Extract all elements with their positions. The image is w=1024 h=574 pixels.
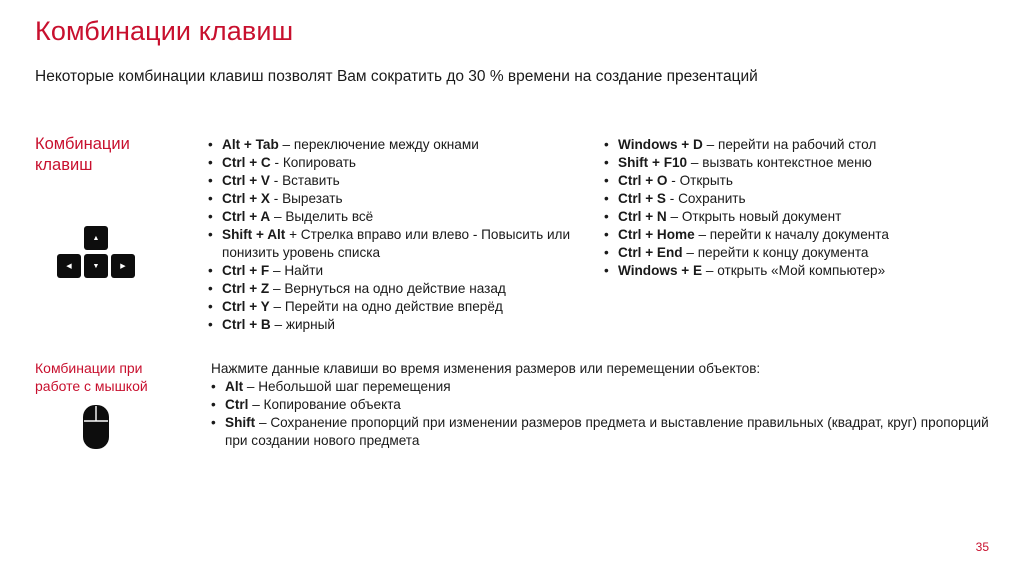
list-item — [211, 396, 1001, 414]
list-item — [208, 226, 593, 262]
shortcut-keys: Ctrl + Y — [222, 299, 270, 314]
shortcut-desc: – Перейти на одно действие вперёд — [269, 299, 503, 314]
shortcut-desc: – открыть «Мой компьютер» — [702, 263, 886, 278]
shortcut-desc: - Копировать — [270, 155, 357, 170]
list-item — [604, 172, 964, 190]
list-item — [604, 190, 964, 208]
list-item — [211, 414, 1001, 450]
shortcut-desc: – Вернуться на одно действие назад — [269, 281, 506, 296]
shortcut-desc: – перейти к концу документа — [682, 245, 869, 260]
arrow-keys-icon — [55, 226, 137, 280]
list-item — [208, 298, 593, 316]
shortcut-keys: Ctrl + End — [618, 245, 683, 260]
shortcut-keys: Ctrl + F — [222, 263, 270, 278]
page-number: 35 — [975, 540, 989, 554]
shortcut-desc: – Копирование объекта — [248, 397, 401, 412]
list-item — [208, 262, 593, 280]
list-item — [208, 190, 593, 208]
list-item — [211, 378, 1001, 396]
mouse-section-intro: Нажмите данные клавиши во время изменения размеров или перемещении объектов: — [211, 361, 761, 376]
list-item — [208, 172, 593, 190]
arrow-right-key-icon: ▶ — [111, 254, 135, 278]
arrow-left-key-icon: ◀ — [57, 254, 81, 278]
list-item — [208, 316, 593, 334]
shortcut-desc: – Открыть новый документ — [666, 209, 842, 224]
shortcut-keys: Ctrl + N — [618, 209, 667, 224]
shortcut-list-right — [604, 136, 964, 280]
shortcut-keys: Windows + D — [618, 137, 703, 152]
shortcut-keys: Ctrl + O — [618, 173, 668, 188]
shortcut-desc: + Стрелка вправо или влево - Повысить или понизить уровень списка — [222, 227, 571, 260]
shortcut-keys: Ctrl + B — [222, 317, 271, 332]
arrow-up-key-icon: ▲ — [84, 226, 108, 250]
list-item — [604, 154, 964, 172]
shortcut-keys: Shift — [225, 415, 256, 430]
keys-section-label: Комбинации клавиш — [35, 135, 130, 174]
slide-title: Комбинации клавиш — [35, 16, 294, 46]
shortcut-keys: Ctrl + V — [222, 173, 270, 188]
shortcut-desc: – перейти к началу документа — [694, 227, 889, 242]
shortcut-keys: Ctrl + Z — [222, 281, 270, 296]
shortcut-desc: – переключение между окнами — [278, 137, 479, 152]
list-item — [604, 244, 964, 262]
shortcut-desc: – вызвать контекстное меню — [687, 155, 872, 170]
shortcut-keys: Shift + Alt — [222, 227, 286, 242]
mouse-icon — [82, 404, 110, 450]
shortcut-keys: Alt + Tab — [222, 137, 279, 152]
shortcut-desc: – Небольшой шаг перемещения — [243, 379, 451, 394]
mouse-shortcut-list — [211, 378, 1001, 450]
list-item — [604, 226, 964, 244]
shortcut-desc: - Вставить — [269, 173, 340, 188]
shortcut-keys: Shift + F10 — [618, 155, 688, 170]
shortcut-desc: - Открыть — [667, 173, 733, 188]
list-item — [208, 280, 593, 298]
shortcut-desc: - Вырезать — [269, 191, 343, 206]
shortcut-keys: Ctrl + C — [222, 155, 271, 170]
shortcut-keys: Ctrl — [225, 397, 249, 412]
shortcut-keys: Windows + E — [618, 263, 703, 278]
list-item — [604, 136, 964, 154]
list-item — [604, 208, 964, 226]
shortcut-keys: Ctrl + X — [222, 191, 270, 206]
shortcut-desc: – Сохранение пропорций при изменении размеров предмета и выставление правильных (квадрат, круг) пропорций при создании нового предмета — [225, 415, 989, 448]
shortcut-desc: – Найти — [269, 263, 324, 278]
shortcut-desc: – жирный — [270, 317, 335, 332]
list-item — [208, 154, 593, 172]
shortcut-desc: - Сохранить — [665, 191, 746, 206]
mouse-section-label: Комбинации при работе с мышкой — [35, 360, 148, 394]
list-item — [208, 136, 593, 154]
shortcut-keys: Ctrl + Home — [618, 227, 695, 242]
shortcut-desc: – Выделить всё — [270, 209, 374, 224]
list-item — [604, 262, 964, 280]
list-item — [208, 208, 593, 226]
shortcut-list-left — [208, 136, 593, 334]
arrow-down-key-icon: ▼ — [84, 254, 108, 278]
shortcut-desc: – перейти на рабочий стол — [702, 137, 877, 152]
shortcut-keys: Ctrl + S — [618, 191, 666, 206]
slide-subtitle: Некоторые комбинации клавиш позволят Вам сократить до 30 % времени на создание презентаций — [35, 68, 758, 85]
shortcut-keys: Alt — [225, 379, 244, 394]
shortcut-keys: Ctrl + A — [222, 209, 271, 224]
